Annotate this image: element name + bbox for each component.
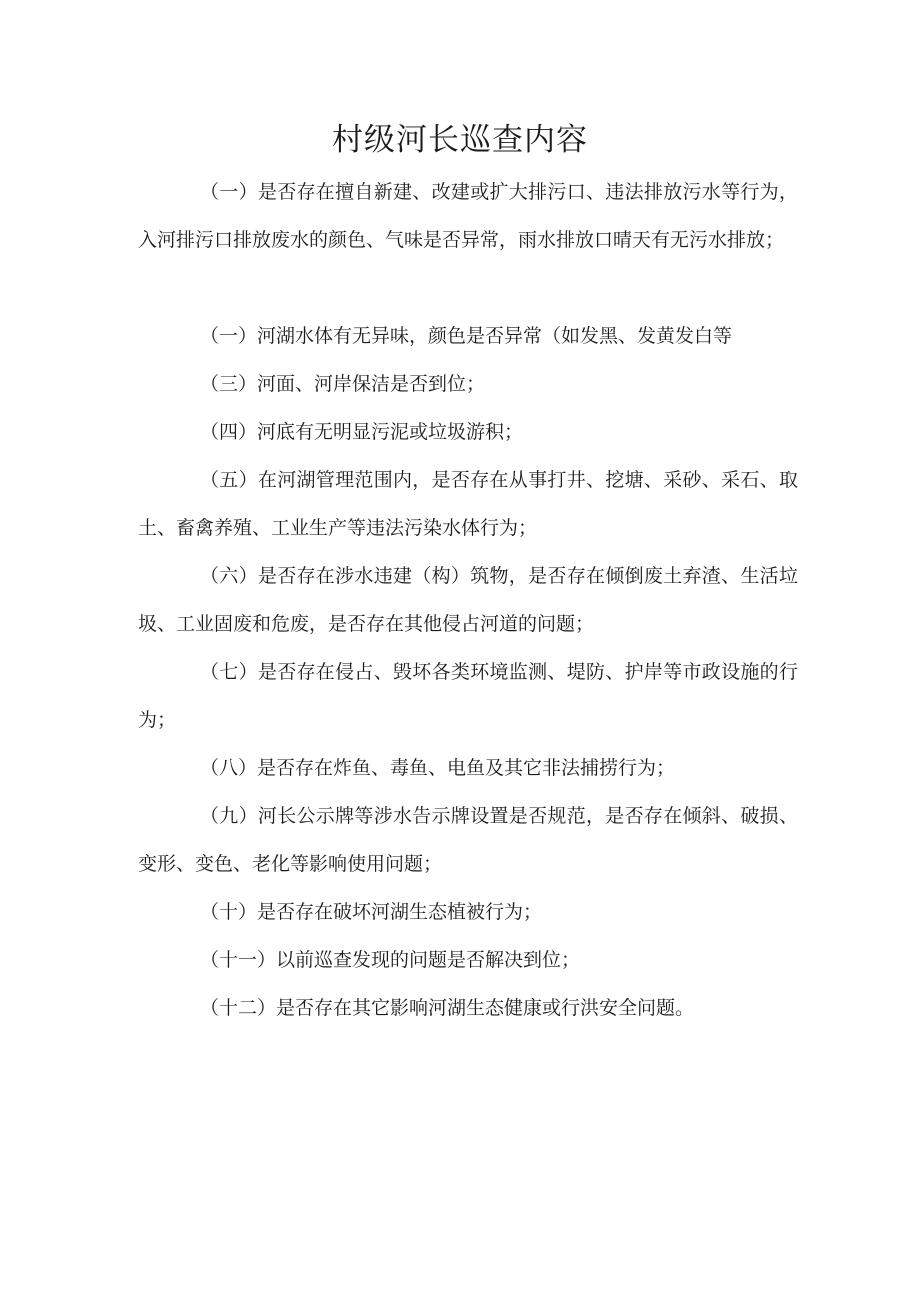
inspection-item-7: （七）是否存在侵占、毁坏各类环境监测、堤防、护岸等市政设施的行为； bbox=[138, 661, 798, 731]
inspection-item-5: （五）在河湖管理范围内，是否存在从事打井、挖塘、采砂、采石、取土、畜禽养殖、工业生产等违法污染水体行为； bbox=[138, 469, 798, 539]
inspection-item-9: （九）河长公示牌等涉水告示牌设置是否规范，是否存在倾斜、破损、变形、变色、老化等影响使用问题； bbox=[138, 805, 798, 875]
inspection-item-6: （六）是否存在涉水违建（构）筑物，是否存在倾倒废土弃渣、生活垃圾、工业固废和危废，是否存在其他侵占河道的问题； bbox=[138, 565, 798, 635]
document-title: 村级河长巡查内容 bbox=[332, 122, 588, 158]
inspection-item-11: （十一）以前巡查发现的问题是否解决到位； bbox=[200, 949, 581, 971]
inspection-item-12: （十二）是否存在其它影响河湖生态健康或行洪安全问题。 bbox=[200, 997, 695, 1019]
inspection-item-8: （八）是否存在炸鱼、毒鱼、电鱼及其它非法捕捞行为； bbox=[200, 757, 676, 779]
inspection-item-1: （一）是否存在擅自新建、改建或扩大排污口、违法排放污水等行为，入河排污口排放废水的颜色、气味是否异常，雨水排放口晴天有无污水排放； bbox=[138, 181, 798, 251]
inspection-item-4: （四）河底有无明显污泥或垃圾游积； bbox=[200, 421, 524, 443]
inspection-item-3: （三）河面、河岸保洁是否到位； bbox=[200, 373, 486, 395]
inspection-item-10: （十）是否存在破坏河湖生态植被行为； bbox=[200, 901, 543, 923]
inspection-item-2: （一）河湖水体有无异味，颜色是否异常（如发黑、发黄发白等 bbox=[200, 325, 733, 347]
